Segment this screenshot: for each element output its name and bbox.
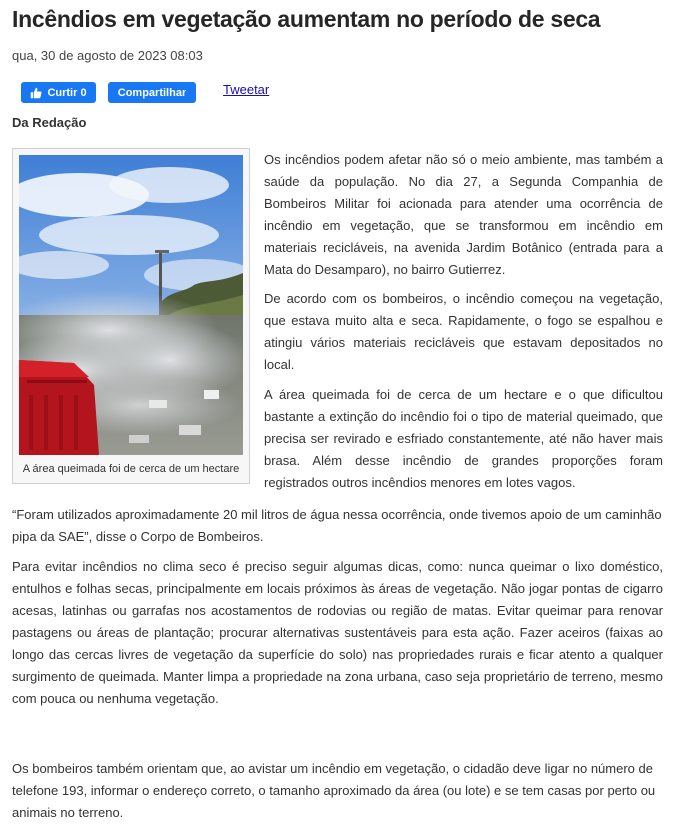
paragraph-2: De acordo com os bombeiros, o incêndio começou na vegetação, que estava muito alta e seca. Rapidamente, o fogo se espalhou e atingiu vários materiais recicláveis que estavam depositados no local.	[264, 291, 663, 372]
share-label: Compartilhar	[117, 86, 187, 99]
share-button[interactable]	[108, 82, 196, 103]
like-button[interactable]	[21, 82, 96, 103]
paragraph-3: A área queimada foi de cerca de um hectare e o que dificultou bastante a extinção do incêndio foi o tipo de material queimado, que precisa ser revirado e esfriado constantemente, até não haver mais brasa. Além desse incêndio de grandes proporções foram registrados outros incêndios menores em lotes vagos.	[264, 387, 663, 490]
paragraph-tips: Para evitar incêndios no clima seco é preciso seguir algumas dicas, como: nunca queimar o lixo doméstico, entulhos e folhas secas, principalmente em locais próximos às áreas de vegetação. Não jogar pontas de cigarro acesas, latinhas ou garrafas nos acostamentos de rodovias ou região de matas. Evitar queimar para renovar pastagens ou áreas de plantação; procurar alternativas sustentáveis para esta ação. Fazer aceiros (faixas ao longo das cercas livres de vegetação da superfície do solo) nas propriedades rurais e ficar atento a qualquer surgimento de queimada. Manter limpa a propriedade na zona urbana, caso seja proprietário de terreno, mesmo com pouca ou nenhuma vegetação.	[12, 559, 663, 706]
article-figure	[12, 148, 250, 484]
thumbs-up-icon	[30, 87, 42, 99]
paragraph-1: Os incêndios podem afetar não só o meio ambiente, mas também a saúde da população. No dia 27, a Segunda Companhia de Bombeiros Militar foi acionada para atender uma ocorrência de incêndio em vegetação, que se transformou em incêndio em materiais recicláveis, na avenida Jardim Botânico (entrada para a Mata do Desamparo), no bairro Gutierrez.	[264, 152, 663, 277]
like-label: Curtir 0	[47, 86, 87, 99]
fire-photo	[19, 155, 243, 455]
paragraph-quote: “Foram utilizados aproximadamente 20 mil litros de água nessa ocorrência, onde tivemos apoio de um caminhão pipa da SAE”, disse o Corpo de Bombeiros.	[12, 507, 662, 544]
tweet-link[interactable]: Tweetar	[223, 82, 270, 97]
article-title: Incêndios em vegetação aumentam no período de seca	[12, 6, 601, 32]
figure-caption: A área queimada foi de cerca de um hectare	[22, 463, 240, 475]
article-author: Da Redação	[12, 115, 87, 130]
article-date: qua, 30 de agosto de 2023 08:03	[12, 48, 203, 63]
paragraph-emergency: Os bombeiros também orientam que, ao avistar um incêndio em vegetação, o cidadão deve ligar no número de telefone 193, informar o endereço correto, o tamanho aproximado da área (ou lote) e se tem casas por perto ou animais no terreno.	[12, 761, 656, 820]
